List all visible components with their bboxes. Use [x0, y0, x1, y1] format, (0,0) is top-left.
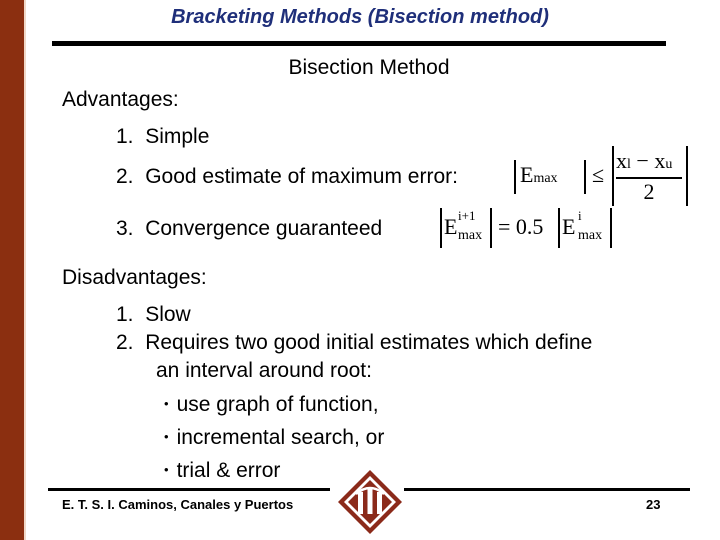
advantage-item-simple	[116, 125, 209, 149]
disadvantages-heading-text: Disadvantages	[62, 266, 201, 289]
advantage-number: 3.	[116, 217, 134, 240]
convergence-rhs-subscript: max	[578, 228, 603, 243]
fraction-numerator: xl − xu	[616, 148, 673, 173]
sub-bullet-trial	[164, 459, 280, 483]
convergence-lhs-subscript: max	[458, 228, 483, 243]
error-symbol: E	[520, 162, 534, 187]
bullet-icon: •	[164, 462, 169, 477]
disadvantage-text: Slow	[145, 303, 191, 326]
disadvantage-text: Requires two good initial estimates which define	[145, 331, 593, 354]
error-lhs	[520, 162, 558, 188]
disadvantages-colon: :	[200, 266, 207, 289]
bullet-icon: •	[164, 396, 169, 411]
disadvantage-continuation: an interval around root:	[156, 359, 372, 382]
advantage-text: Simple	[145, 125, 210, 148]
footer-divider-left	[48, 488, 330, 491]
left-accent-line	[24, 0, 26, 540]
disadvantages-heading	[62, 266, 207, 290]
sub-bullet-text: use graph of function,	[176, 393, 379, 416]
bullet-icon: •	[164, 429, 169, 444]
university-logo	[336, 468, 404, 536]
convergence-equals: = 0.5	[498, 214, 544, 239]
convergence-rhs-symbol: E	[562, 214, 576, 239]
advantage-text: Convergence guaranteed	[145, 217, 383, 240]
disadvantage-number: 2.	[116, 331, 134, 354]
convergence-formula	[438, 206, 616, 252]
advantages-heading: Advantages:	[62, 88, 179, 111]
convergence-lhs-symbol: E	[444, 214, 458, 239]
abs-bar-right	[584, 160, 586, 194]
sub-bullet-text: trial & error	[176, 459, 281, 482]
abs-bar-frac-right	[686, 146, 688, 206]
sub-bullet-search	[164, 426, 384, 450]
title-divider	[52, 41, 666, 46]
max-error-formula	[512, 146, 688, 208]
abs-bar-left	[514, 160, 516, 194]
sub-bullet-graph	[164, 393, 379, 417]
advantage-number: 2.	[116, 165, 134, 188]
advantage-item-error-estimate	[116, 165, 458, 189]
disadvantage-number: 1.	[116, 303, 134, 326]
abs-bar-right	[490, 208, 492, 248]
left-accent-bar	[0, 0, 24, 540]
advantage-text: Good estimate of maximum error:	[145, 165, 458, 188]
sub-bullet-text: incremental search, or	[176, 426, 385, 449]
disadvantage-item-estimates	[116, 331, 592, 355]
footer-institution: E. T. S. I. Caminos, Canales y Puertos	[62, 497, 294, 512]
convergence-rhs-superscript: i	[578, 208, 582, 223]
convergence-lhs-superscript: i+1	[458, 208, 476, 223]
footer-divider-right	[404, 488, 690, 491]
error-subscript: max	[533, 171, 558, 186]
slide-subtitle: Bisection Method	[288, 56, 450, 79]
abs-bar-rhs-right	[610, 208, 612, 248]
abs-bar-rhs-left	[558, 208, 560, 248]
advantage-item-convergence	[116, 217, 382, 241]
fraction-denominator: 2	[643, 179, 655, 204]
page-number: 23	[646, 497, 661, 512]
advantage-number: 1.	[116, 125, 134, 148]
abs-bar-frac-left	[612, 146, 614, 206]
slide-title: Bracketing Methods (Bisection method)	[171, 6, 549, 28]
less-equal-sign: ≤	[592, 162, 605, 187]
disadvantage-item-slow	[116, 303, 191, 327]
abs-bar-left	[440, 208, 442, 248]
